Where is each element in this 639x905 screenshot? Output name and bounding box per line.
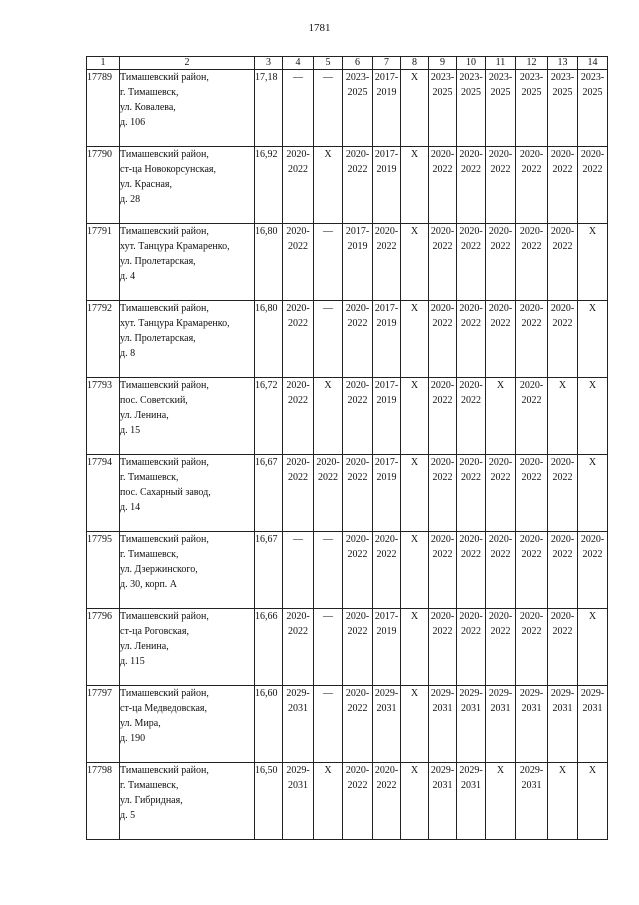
address-cell: Тимашевский район, ст-ца Новокорсунская, ул. Красная, д. 28	[120, 147, 255, 224]
period-cell: 2029- 2031	[373, 686, 401, 763]
period-cell: —	[314, 70, 343, 147]
value-cell: 16,72	[255, 378, 283, 455]
period-cell: 2020- 2022	[516, 378, 548, 455]
period-cell: 2020- 2022	[457, 378, 486, 455]
column-header: 12	[516, 57, 548, 70]
row-number: 17793	[87, 378, 120, 455]
row-number: 17789	[87, 70, 120, 147]
period-cell: 2020- 2022	[516, 455, 548, 532]
address-cell: Тимашевский район, ст-ца Медведовская, ул. Мира, д. 190	[120, 686, 255, 763]
row-number: 17791	[87, 224, 120, 301]
period-cell: X	[401, 147, 429, 224]
period-cell: X	[401, 609, 429, 686]
page-number: 1781	[308, 22, 331, 34]
column-header: 6	[343, 57, 373, 70]
row-number: 17798	[87, 763, 120, 840]
period-cell: X	[401, 455, 429, 532]
period-cell: 2017- 2019	[373, 609, 401, 686]
period-cell: 2017- 2019	[373, 70, 401, 147]
period-cell: 2020- 2022	[373, 532, 401, 609]
period-cell: 2020- 2022	[343, 686, 373, 763]
period-cell: 2020- 2022	[343, 455, 373, 532]
table-row	[87, 70, 608, 147]
column-header: 14	[578, 57, 608, 70]
period-cell: 2020- 2022	[548, 455, 578, 532]
period-cell: 2020- 2022	[486, 455, 516, 532]
period-cell: 2020- 2022	[283, 609, 314, 686]
period-cell: X	[314, 147, 343, 224]
period-cell: 2020- 2022	[343, 147, 373, 224]
value-cell: 16,80	[255, 301, 283, 378]
period-cell: 2020- 2022	[548, 301, 578, 378]
period-cell: 2020- 2022	[548, 609, 578, 686]
table-row	[87, 532, 608, 609]
period-cell: 2020- 2022	[516, 224, 548, 301]
row-number: 17795	[87, 532, 120, 609]
period-cell: —	[314, 686, 343, 763]
period-cell: —	[314, 224, 343, 301]
period-cell: 2029- 2031	[429, 763, 457, 840]
value-cell: 16,67	[255, 455, 283, 532]
period-cell: 2020- 2022	[457, 224, 486, 301]
period-cell: —	[314, 609, 343, 686]
period-cell: 2020- 2022	[516, 147, 548, 224]
period-cell: 2020- 2022	[283, 147, 314, 224]
period-cell: 2017- 2019	[343, 224, 373, 301]
period-cell: —	[283, 532, 314, 609]
period-cell: 2020- 2022	[486, 609, 516, 686]
column-header: 8	[401, 57, 429, 70]
table-row	[87, 147, 608, 224]
period-cell: X	[486, 378, 516, 455]
row-number: 17796	[87, 609, 120, 686]
period-cell: X	[578, 609, 608, 686]
period-cell: X	[314, 763, 343, 840]
period-cell: 2029- 2031	[283, 686, 314, 763]
period-cell: 2017- 2019	[373, 147, 401, 224]
column-header: 10	[457, 57, 486, 70]
period-cell: X	[578, 378, 608, 455]
period-cell: X	[401, 763, 429, 840]
period-cell: 2020- 2022	[516, 609, 548, 686]
table-row	[87, 378, 608, 455]
address-cell: Тимашевский район, г. Тимашевск, ул. Дзержинского, д. 30, корп. А	[120, 532, 255, 609]
column-header: 4	[283, 57, 314, 70]
period-cell: 2020- 2022	[429, 224, 457, 301]
period-cell: 2020- 2022	[429, 301, 457, 378]
period-cell: 2029- 2031	[457, 763, 486, 840]
address-cell: Тимашевский район, г. Тимашевск, пос. Сахарный завод, д. 14	[120, 455, 255, 532]
period-cell: 2023- 2025	[548, 70, 578, 147]
period-cell: X	[401, 301, 429, 378]
table-row	[87, 763, 608, 840]
period-cell: 2023- 2025	[457, 70, 486, 147]
address-cell: Тимашевский район, г. Тимашевск, ул. Ковалева, д. 106	[120, 70, 255, 147]
period-cell: —	[314, 301, 343, 378]
table-body	[87, 70, 608, 840]
period-cell: 2023- 2025	[516, 70, 548, 147]
period-cell: 2020- 2022	[429, 378, 457, 455]
column-header: 3	[255, 57, 283, 70]
column-header: 5	[314, 57, 343, 70]
period-cell: 2029- 2031	[429, 686, 457, 763]
period-cell: 2020- 2022	[457, 301, 486, 378]
period-cell: 2020- 2022	[457, 147, 486, 224]
value-cell: 16,80	[255, 224, 283, 301]
period-cell: 2020- 2022	[343, 763, 373, 840]
table-row	[87, 301, 608, 378]
row-number: 17794	[87, 455, 120, 532]
period-cell: 2020- 2022	[578, 532, 608, 609]
column-header: 9	[429, 57, 457, 70]
period-cell: X	[486, 763, 516, 840]
row-number: 17790	[87, 147, 120, 224]
period-cell: 2029- 2031	[516, 686, 548, 763]
period-cell: 2020- 2022	[486, 301, 516, 378]
period-cell: 2023- 2025	[343, 70, 373, 147]
period-cell: 2017- 2019	[373, 378, 401, 455]
column-header: 7	[373, 57, 401, 70]
period-cell: 2023- 2025	[578, 70, 608, 147]
period-cell: 2020- 2022	[314, 455, 343, 532]
row-number: 17797	[87, 686, 120, 763]
period-cell: X	[401, 532, 429, 609]
address-cell: Тимашевский район, г. Тимашевск, ул. Гибридная, д. 5	[120, 763, 255, 840]
column-header: 11	[486, 57, 516, 70]
table-row	[87, 686, 608, 763]
period-cell: X	[401, 70, 429, 147]
period-cell: 2020- 2022	[578, 147, 608, 224]
period-cell: X	[314, 378, 343, 455]
column-header: 2	[120, 57, 255, 70]
period-cell: 2020- 2022	[373, 224, 401, 301]
address-cell: Тимашевский район, хут. Танцура Крамаренко, ул. Пролетарская, д. 4	[120, 224, 255, 301]
period-cell: 2020- 2022	[429, 532, 457, 609]
period-cell: 2029- 2031	[578, 686, 608, 763]
period-cell: 2020- 2022	[283, 455, 314, 532]
period-cell: 2020- 2022	[429, 455, 457, 532]
period-cell: 2020- 2022	[283, 224, 314, 301]
period-cell: 2020- 2022	[429, 147, 457, 224]
period-cell: X	[578, 301, 608, 378]
period-cell: —	[283, 70, 314, 147]
column-header: 13	[548, 57, 578, 70]
period-cell: 2023- 2025	[429, 70, 457, 147]
period-cell: 2029- 2031	[486, 686, 516, 763]
period-cell: 2020- 2022	[548, 224, 578, 301]
period-cell: X	[578, 455, 608, 532]
period-cell: 2020- 2022	[548, 147, 578, 224]
period-cell: 2017- 2019	[373, 455, 401, 532]
period-cell: 2020- 2022	[373, 763, 401, 840]
period-cell: X	[578, 224, 608, 301]
row-number: 17792	[87, 301, 120, 378]
period-cell: X	[401, 686, 429, 763]
period-cell: 2020- 2022	[343, 532, 373, 609]
period-cell: 2020- 2022	[516, 301, 548, 378]
value-cell: 16,67	[255, 532, 283, 609]
value-cell: 16,92	[255, 147, 283, 224]
period-cell: 2020- 2022	[486, 224, 516, 301]
value-cell: 16,50	[255, 763, 283, 840]
period-cell: 2020- 2022	[343, 378, 373, 455]
period-cell: 2020- 2022	[283, 378, 314, 455]
period-cell: 2020- 2022	[486, 532, 516, 609]
column-number-row	[87, 57, 608, 70]
schedule-table	[86, 56, 608, 840]
table-row	[87, 224, 608, 301]
period-cell: 2029- 2031	[457, 686, 486, 763]
period-cell: 2020- 2022	[457, 609, 486, 686]
period-cell: 2020- 2022	[343, 609, 373, 686]
table-row	[87, 455, 608, 532]
period-cell: X	[401, 378, 429, 455]
table-row	[87, 609, 608, 686]
period-cell: 2020- 2022	[486, 147, 516, 224]
period-cell: 2023- 2025	[486, 70, 516, 147]
period-cell: 2020- 2022	[283, 301, 314, 378]
period-cell: —	[314, 532, 343, 609]
period-cell: 2020- 2022	[457, 455, 486, 532]
period-cell: 2029- 2031	[283, 763, 314, 840]
period-cell: X	[401, 224, 429, 301]
period-cell: 2029- 2031	[548, 686, 578, 763]
period-cell: X	[548, 378, 578, 455]
column-header: 1	[87, 57, 120, 70]
address-cell: Тимашевский район, хут. Танцура Крамаренко, ул. Пролетарская, д. 8	[120, 301, 255, 378]
period-cell: 2020- 2022	[516, 532, 548, 609]
address-cell: Тимашевский район, ст-ца Роговская, ул. Ленина, д. 115	[120, 609, 255, 686]
period-cell: X	[548, 763, 578, 840]
value-cell: 17,18	[255, 70, 283, 147]
period-cell: 2020- 2022	[548, 532, 578, 609]
period-cell: X	[578, 763, 608, 840]
address-cell: Тимашевский район, пос. Советский, ул. Ленина, д. 15	[120, 378, 255, 455]
value-cell: 16,60	[255, 686, 283, 763]
period-cell: 2029- 2031	[516, 763, 548, 840]
period-cell: 2020- 2022	[429, 609, 457, 686]
period-cell: 2017- 2019	[373, 301, 401, 378]
period-cell: 2020- 2022	[343, 301, 373, 378]
value-cell: 16,66	[255, 609, 283, 686]
period-cell: 2020- 2022	[457, 532, 486, 609]
